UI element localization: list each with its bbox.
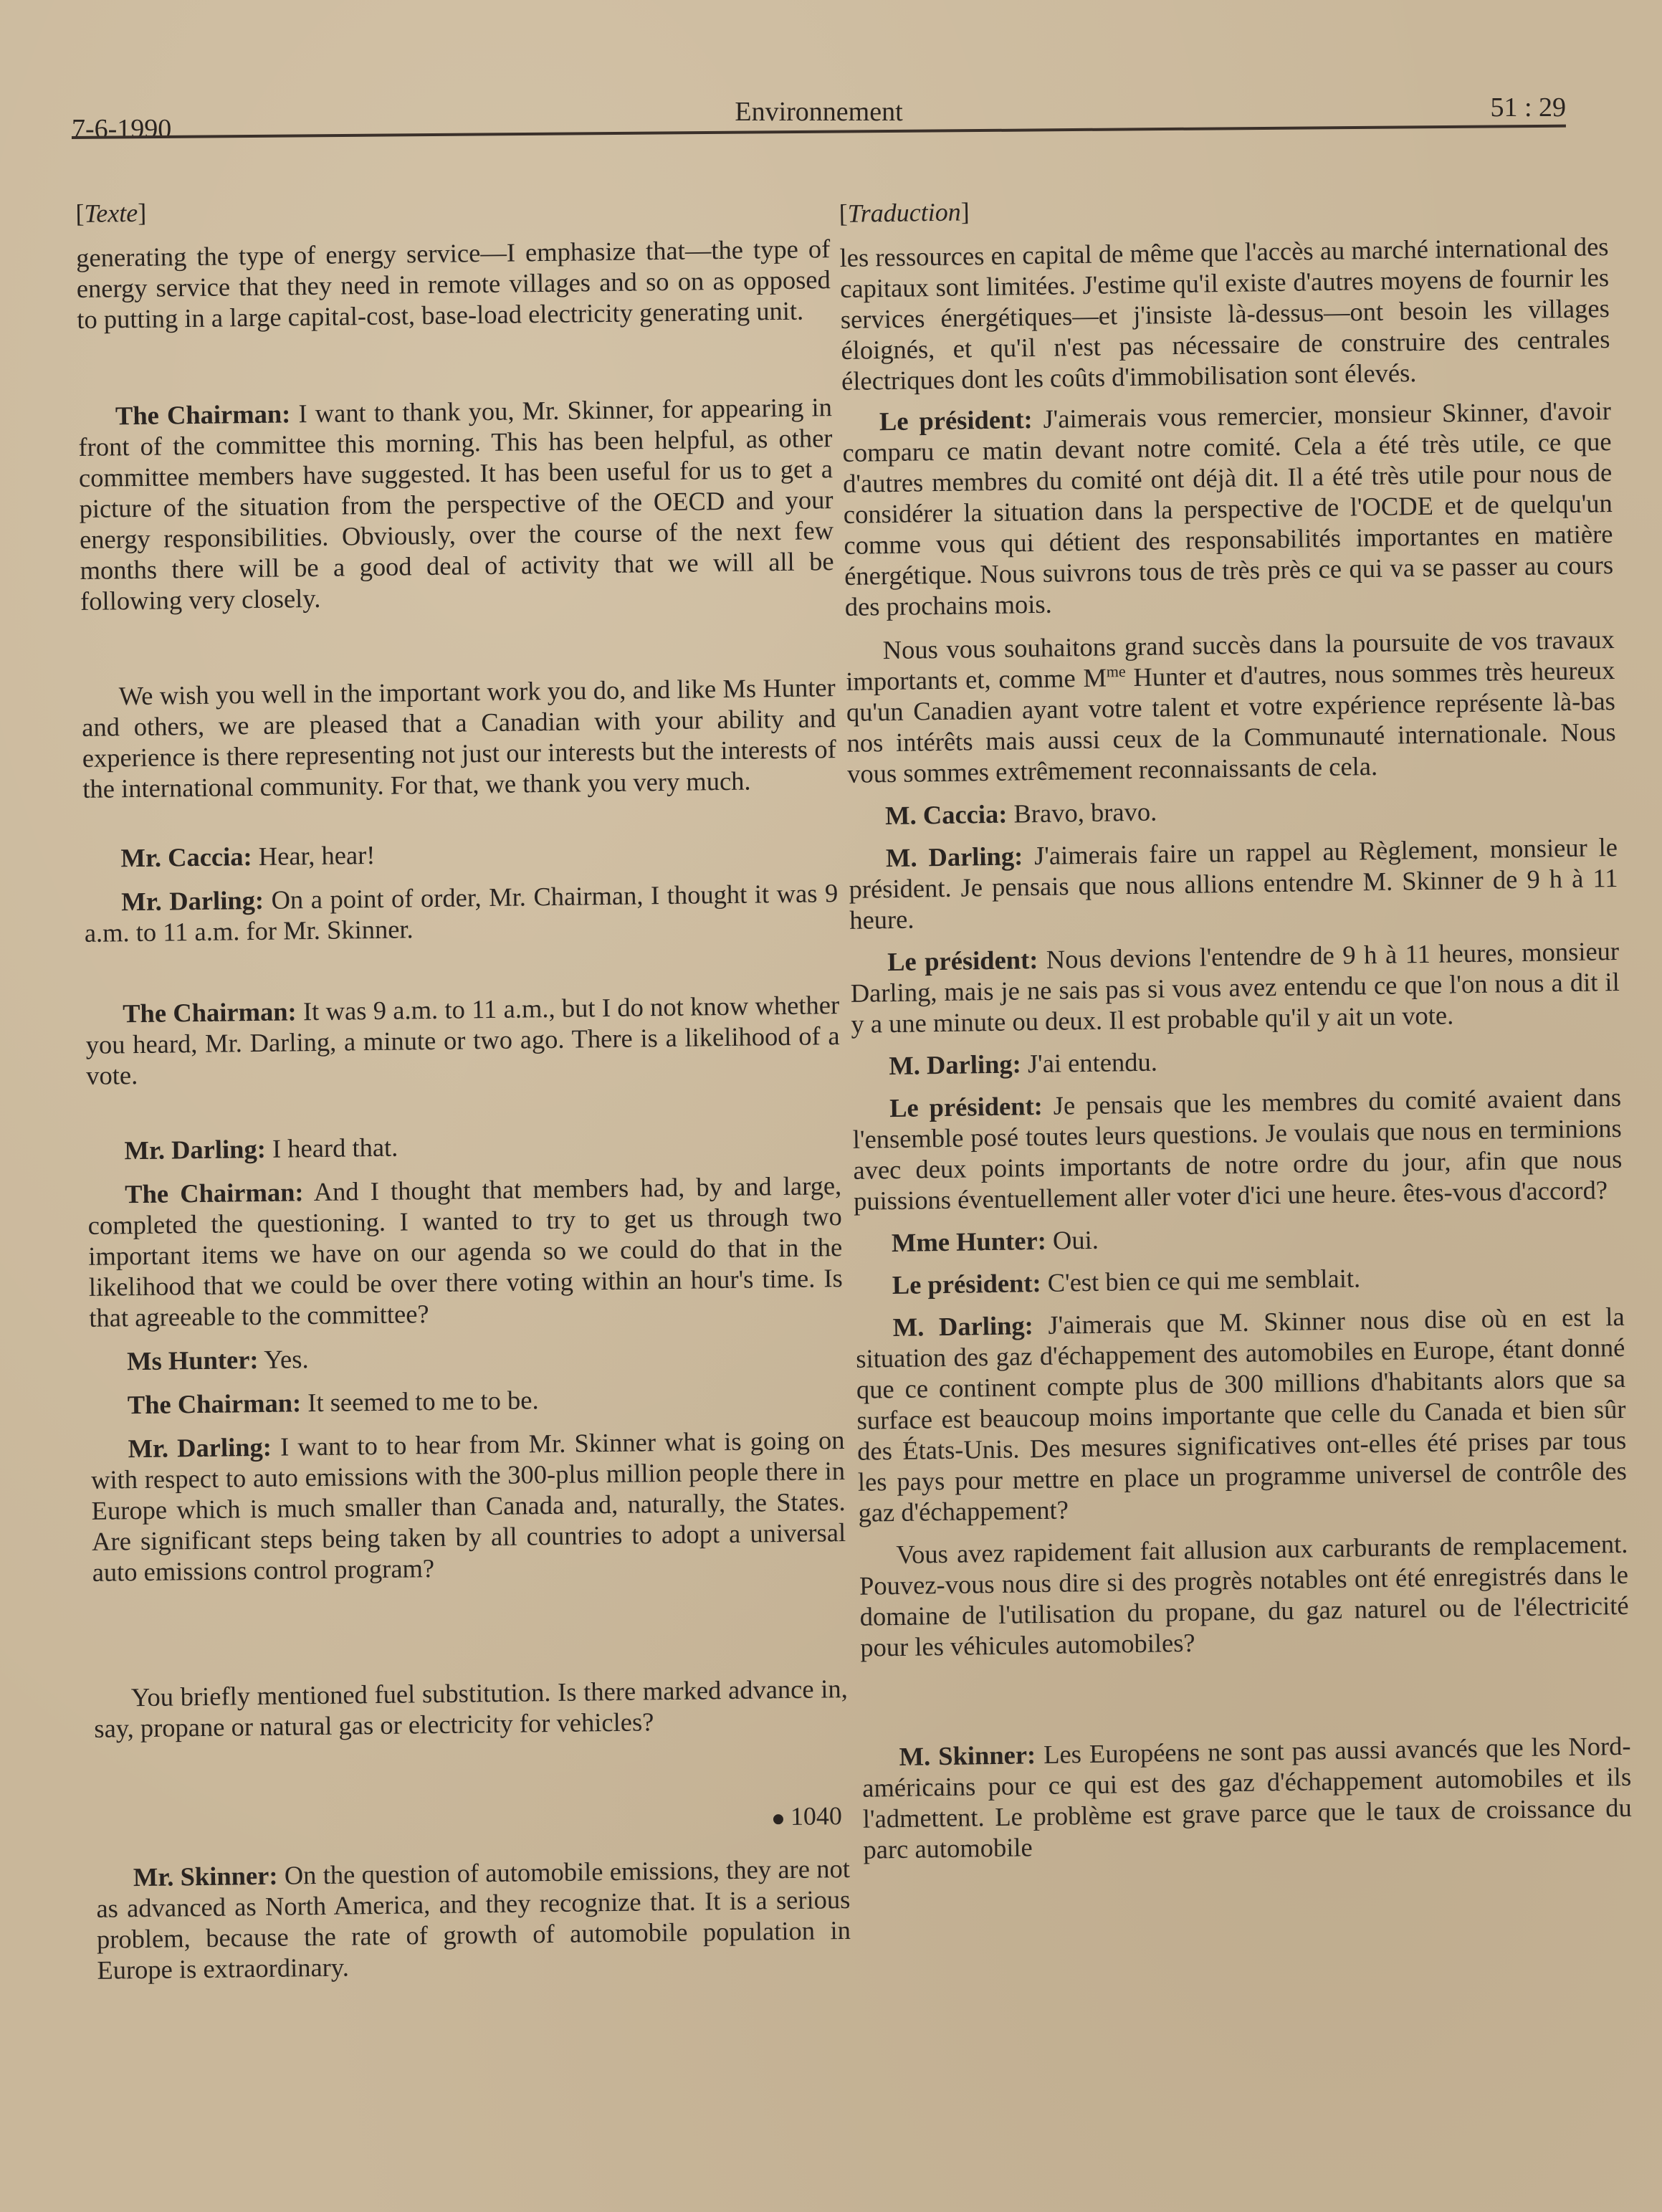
paragraph: Mr. Darling: I want to to hear from Mr. Skinner what is going on with respect to auto emissions with the 300-plus million people there in Europe which is much smaller than Canada and, naturally, the States. Are significant steps being taken by all countries to adopt a universal auto emissions control program?	[90, 1425, 846, 1587]
column-english	[75, 173, 851, 1985]
paragraph: M. Skinner: Les Européens ne sont pas aussi avancés que les Nord-américains pour ce qui est des gaz d'échappement automobiles et ils l'admettent. Le problème est grave parce que le taux de croissance du parc automobile	[861, 1730, 1633, 1864]
paragraph: M. Darling: J'aimerais que M. Skinner nous dise où en est la situation des gaz d'échappement des automobiles en Europe, étant donné que ce continent compte plus de 300 millions d'habitants alors que sa surface est beaucoup moins importante que celle du Canada et bien sûr des États-Unis. Des mesures significatives ont-elles été prises par tous les pays pour mettre en place un programme universel de contrôle des gaz d'échappement?	[856, 1301, 1628, 1527]
paragraph: We wish you well in the important work you do, and like Ms Hunter and others, we are pleased that a Canadian with your ability and experience is there representing not just our interests but the interests of the international community. For that, we thank you very much.	[82, 672, 836, 804]
speaker-name: Mr. Caccia:	[120, 842, 252, 873]
speaker-name: M. Darling:	[885, 841, 1023, 873]
paragraph: Mr. Caccia: Hear, hear!	[120, 839, 376, 873]
header-title: Environnement	[735, 97, 903, 127]
speaker-name: Le président:	[889, 1090, 1043, 1123]
time-marker: 1040	[95, 1801, 842, 1841]
paragraph: The Chairman: I want to thank you, Mr. Skinner, for appearing in front of the committee this morning. This has been helpful, as other committee members have suggested. It has been useful for us to get a picture of the situation from the perspective of the OECD and your energy responsibilities. Obviously, over the course of the next few months there will be a good deal of activity that we will all be following very closely.	[78, 392, 834, 616]
speaker-name: Le président:	[879, 404, 1033, 437]
paragraph: The Chairman: And I thought that members had, by and large, completed the questioning. I wanted to try to get us through two important items we have on our agenda so we could do that in the likelihood that we could be over there voting within an hour's time. Is that agreeable to the committee?	[87, 1171, 843, 1333]
paragraph: M. Caccia: Bravo, bravo.	[884, 796, 1157, 831]
paragraph: Vous avez rapidement fait allusion aux carburants de remplacement. Pouvez-vous nous dire si des progrès notables ont été enregistrés dans le domaine de l'utilisation du propane, du gaz naturel ou de l'électricité pour les véhicules automobiles?	[859, 1528, 1629, 1662]
paragraph: Le président: C'est bien ce qui me semblait.	[892, 1263, 1361, 1300]
bullet-icon	[773, 1814, 783, 1824]
paragraph: Mr. Skinner: On the question of automobile emissions, they are not as advanced as North America, and they recognize that. It is a serious problem, because the rate of growth of automobile population in Europe is extraordinary.	[96, 1853, 851, 1985]
speaker-name: The Chairman:	[127, 1388, 302, 1420]
speaker-name: Mme Hunter:	[891, 1225, 1047, 1258]
paragraph: M. Darling: J'ai entendu.	[888, 1047, 1158, 1081]
paragraph: The Chairman: It was 9 a.m. to 11 a.m., but I do not know whether you heard, Mr. Darling, a minute or two ago. There is a likelihood of a vote.	[85, 990, 840, 1090]
speaker-name: The Chairman:	[115, 399, 291, 431]
paragraph: Ms Hunter: Yes.	[126, 1344, 309, 1376]
paragraph: You briefly mentioned fuel substitution. Is there marked advance in, say, propane or natural gas or electricity for vehicles?	[94, 1673, 848, 1743]
column-label-traduction: [Traduction]	[839, 197, 970, 228]
header-date: 7-6-1990	[72, 114, 172, 144]
speaker-name: The Chairman:	[122, 996, 297, 1029]
speaker-name: M. Caccia:	[884, 798, 1008, 831]
speaker-name: Le président:	[892, 1267, 1041, 1300]
paragraph: Nous vous souhaitons grand succès dans la poursuite de vos travaux importants et, comme $M^{me}$ Hunter et d'autres, nous sommes très heureux qu'un Canadien ayant votre talent et votre expérience représente là-bas nos intérêts mais aussi ceux de la Communauté internationale. Nous vous sommes extrêmement reconnaissants de cela.	[846, 624, 1616, 788]
paragraph: The Chairman: It seemed to me to be.	[127, 1385, 539, 1420]
speaker-name: Mr. Darling:	[121, 885, 264, 917]
paragraph: M. Darling: J'aimerais faire un rappel au Règlement, monsieur le président. Je pensais que nous allions entendre M. Skinner de 9 h à 11 heure.	[849, 831, 1618, 935]
paragraph: Mr. Darling: On a point of order, Mr. Chairman, I thought it was 9 a.m. to 11 a.m. for Mr. Skinner.	[84, 878, 839, 948]
paragraph: Le président: J'aimerais vous remercier, monsieur Skinner, d'avoir comparu ce matin devant notre comité. Cela a été très utile, ce que d'autres membres du comité ont déjà dit. Il a été très utile pour nous de considérer la situation dans la perspective de l'OCDE et de quelqu'un comme vous qui détient des responsabilités importantes en matière énergétique. Nous suivrons tous de très près ce qui va se passer au cours des prochains mois.	[842, 396, 1614, 621]
paragraph: generating the type of energy service—I emphasize that—the type of energy service that they need in remote villages and so on as opposed to putting in a large capital-cost, base-load electricity generating unit.	[76, 234, 831, 334]
paragraph: Mr. Darling: I heard that.	[124, 1132, 398, 1165]
paragraph: Le président: Nous devions l'entendre de 9 h à 11 heures, monsieur Darling, mais je ne sais pas si vous avez entendu ce que l'on nous a dit il y a une minute ou deux. Il est probable qu'il y ait un vote.	[850, 935, 1620, 1039]
speaker-name: M. Darling:	[888, 1049, 1022, 1081]
header-page-number: 51 : 29	[1490, 92, 1566, 123]
paragraph: Mme Hunter: Oui.	[891, 1224, 1099, 1258]
column-label-texte: [Texte]	[75, 198, 147, 228]
column-french	[839, 171, 1633, 1865]
speaker-name: Le président:	[887, 944, 1038, 977]
speaker-name: Mr. Darling:	[124, 1133, 267, 1165]
speaker-name: The Chairman:	[124, 1177, 304, 1209]
paragraph: les ressources en capital de même que l'accès au marché international des capitaux sont limitées. J'estime qu'il existe d'autres moyens de fournir les services énergétiques—et j'insiste là-dessus—ont besoin les villages éloignés, et qu'il n'est pas nécessaire de construire des centrales électriques dont les coûts d'immobilisation sont élevés.	[839, 232, 1610, 396]
speaker-name: Ms Hunter:	[126, 1345, 259, 1376]
paragraph: Le président: Je pensais que les membres du comité avaient dans l'ensemble posé toutes leurs questions. Je voulais que nous en terminions avec deux points importants de notre ordre du jour, afin que nous puissions éventuellement aller voter d'ici une heure. êtes-vous d'accord?	[852, 1082, 1623, 1216]
speaker-name: M. Darling:	[892, 1310, 1034, 1343]
speaker-name: Mr. Darling:	[128, 1431, 272, 1464]
speaker-name: M. Skinner:	[899, 1740, 1036, 1771]
speaker-name: Mr. Skinner:	[133, 1860, 278, 1892]
